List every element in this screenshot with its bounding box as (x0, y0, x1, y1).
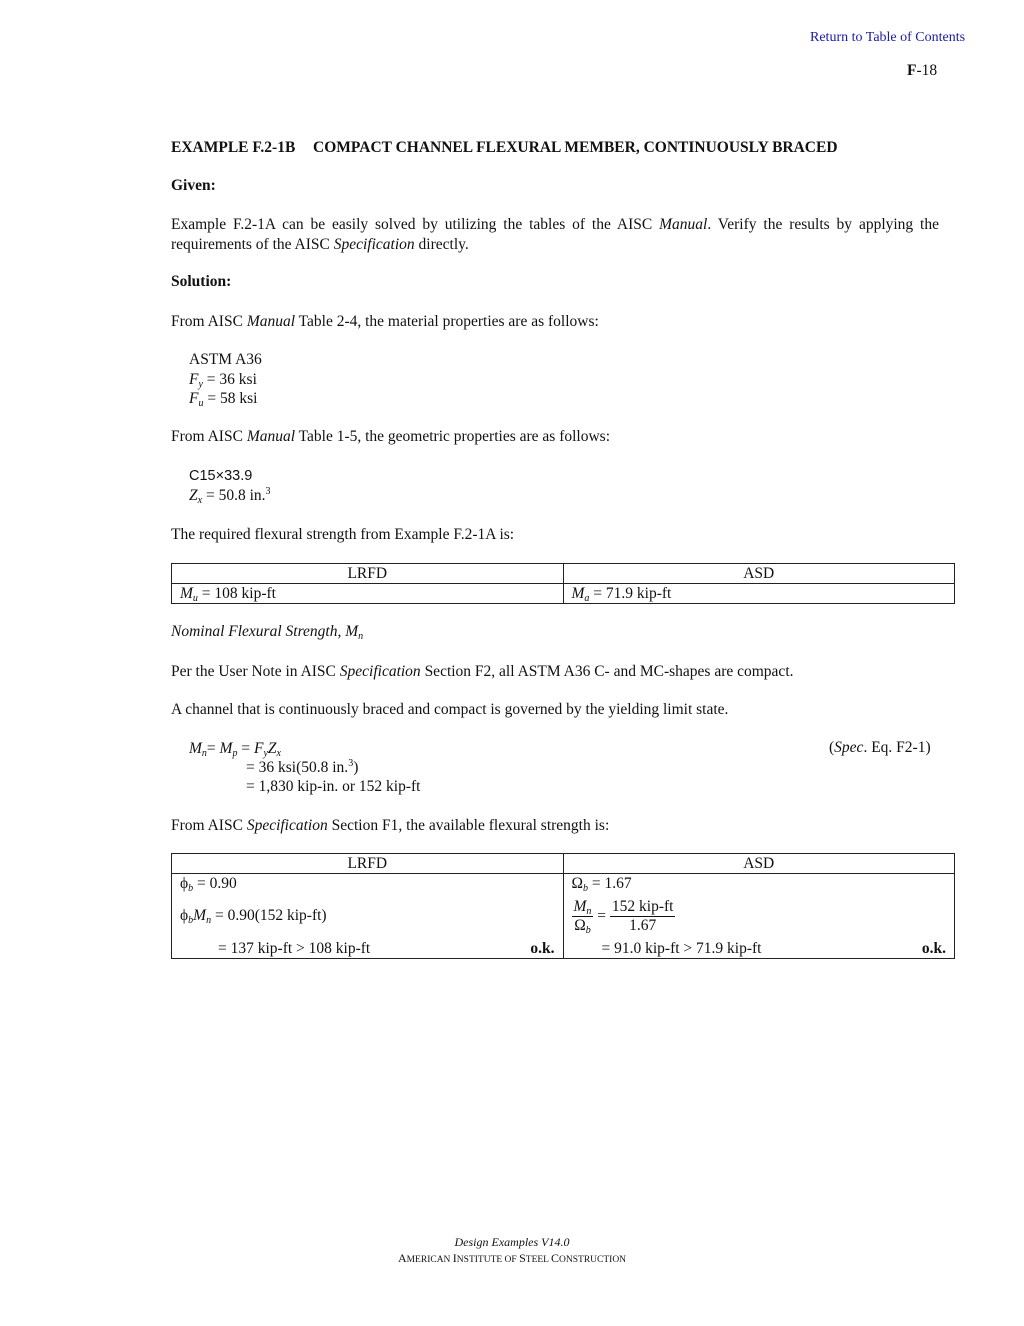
mn-equation (189, 739, 421, 796)
material-intro: From AISC Manual Table 2-4, the material properties are as follows: (171, 313, 599, 330)
zx-value: $Z_x = 50.8$ in.$^3$ (189, 486, 271, 506)
channel-paragraph: A channel that is continuously braced and compact is governed by the yielding limit state. (171, 701, 729, 718)
example-number: EXAMPLE F.2-1B (171, 139, 296, 156)
available-strength-table (171, 853, 955, 959)
lrfd-ok-label: o.k. (530, 939, 555, 957)
mu-cell: $M_u = 108$ kip-ft (172, 584, 564, 604)
asd-header: ASD (563, 564, 955, 584)
example-title (171, 139, 838, 157)
nominal-strength-heading: Nominal Flexural Strength, $M_n$ (171, 623, 364, 642)
phi-mn-cell: $\phi_bM_n = 0.90(152$ kip-ft) (172, 893, 564, 939)
fy-value: $F_y = 36$ ksi (189, 370, 257, 390)
asd-header: ASD (563, 854, 955, 874)
spec-equation-reference: (Spec. Eq. F2-1) (829, 739, 931, 756)
material-properties (189, 350, 262, 409)
mn-eq-line2: = 36 ksi(50.8 in.$^3$) (246, 758, 359, 776)
asd-result-cell: = 91.0 kip-ft > 71.9 kip-ft o.k. (563, 939, 955, 959)
lrfd-result-cell: = 137 kip-ft > 108 kip-ft o.k. (172, 939, 564, 959)
ma-cell: $M_a = 71.9$ kip-ft (563, 584, 955, 604)
mn-eq-line3: = 1,830 kip-in. or 152 kip-ft (246, 778, 421, 795)
required-strength-table (171, 563, 955, 604)
lrfd-header: LRFD (172, 564, 564, 584)
mn-over-omega-fraction: $\frac{M_n}{\Omega_b}$ (573, 897, 592, 936)
solution-heading: Solution: (171, 273, 232, 290)
footer-publisher: AMERICAN INSTITUTE OF STEEL CONSTRUCTION (397, 1251, 627, 1265)
fu-value: $F_u = 58$ ksi (189, 390, 258, 409)
mn-eq-line1: $M_n= M_p = F_yZ_x$ (189, 740, 281, 759)
lrfd-header: LRFD (172, 854, 564, 874)
omega-b-cell: $\Omega_b = 1.67$ (563, 874, 955, 894)
geometric-intro: From AISC Manual Table 1-5, the geometric properties are as follows: (171, 428, 611, 445)
required-strength-intro: The required flexural strength from Example F.2-1A is: (171, 526, 515, 543)
user-note-paragraph: Per the User Note in AISC Specification Section F2, all ASTM A36 C- and MC-shapes are compact. (171, 663, 794, 680)
shape-designation: C15×33.9 (189, 468, 253, 484)
footer-edition: Design Examples V14.0 (454, 1235, 570, 1249)
asd-ok-label: o.k. (921, 939, 946, 957)
geometric-properties (189, 466, 271, 506)
available-strength-intro: From AISC Specification Section F1, the available flexural strength is: (171, 817, 610, 834)
example-heading: COMPACT CHANNEL FLEXURAL MEMBER, CONTINUOUSLY BRACED (313, 139, 838, 156)
phi-b-cell: $\phi_b = 0.90$ (172, 874, 564, 894)
mn-omega-cell: $\frac{M_n}{\Omega_b}$ = $\frac{\text{152 kip-ft}}{1.67}$ (563, 893, 955, 939)
value-fraction: $\frac{\text{152 kip-ft}}{1.67}$ (611, 897, 674, 934)
page-number: F-18 (907, 62, 938, 79)
given-heading: Given: (171, 177, 216, 194)
return-to-toc-link[interactable]: Return to Table of Contents (810, 30, 966, 45)
given-paragraph: Example F.2-1A can be easily solved by utilizing the tables of the AISC Manual. Verify the results by applying the requirements of the AISC Specification directly. (171, 216, 939, 253)
material-grade: ASTM A36 (189, 351, 262, 368)
